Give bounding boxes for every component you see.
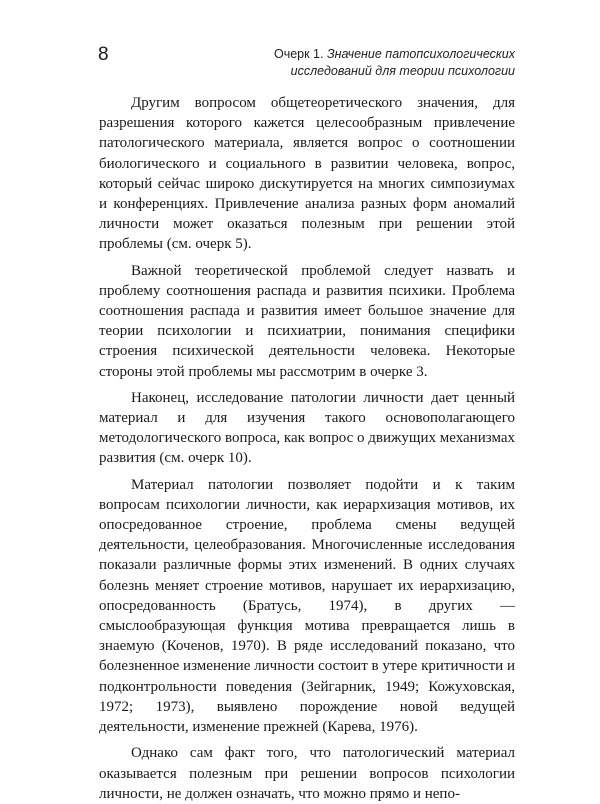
- page-body: [99, 93, 515, 804]
- paragraph-4: Материал патологии позволяет подойти и к таким вопросам психологии личности, как иерархизация мотивов, их опосредованное строение, проблема смены ведущей деятельности, целеобразования. Многочисленные исследования показали различные формы этих изменений. В одних случаях болезнь меняет строение мотивов, нарушает их иерархизацию, опосредованность (Братусь, 1974), в других — смыслообразующая функция мотива превращается лишь в знаемую (Коченов, 1970). В ряде исследований показано, что болезненное изменение личности состоит в утере критичности и подконтрольности поведения (Зейгарник, 1949; Кожуховская, 1972; 1973), выявлено порождение новой ведущей деятельности, изменение прежней (Карева, 1976).: [99, 476, 515, 736]
- chapter-title-line1: Значение патопсихологических: [326, 47, 515, 61]
- chapter-title-line2: исследований для теории психологии: [290, 64, 515, 78]
- running-head: [98, 14, 515, 84]
- chapter-heading: [274, 46, 515, 80]
- page-number: 8: [98, 44, 109, 65]
- paragraph-2: Важной теоретической проблемой следует назвать и проблему соотношения распада и развития психики. Проблема соотношения распада и развития имеет большое значение для теории психологии и психиатрии, понимания специфики строения психической деятельности человека. Некоторые стороны этой проблемы мы рассмотрим в очерке 3.: [99, 262, 515, 380]
- paragraph-1: Другим вопросом общетеоретического значения, для разрешения которого кажется целесообразным привлечение патологического материала, является вопрос о соотношении биологического и социального в развитии человека, вопрос, который сейчас широко дискутируется на многих симпозиумах и конференциях. Привлечение анализа разных форм аномалий личности может оказаться полезным при решении этой проблемы (см. очерк 5).: [99, 95, 515, 253]
- paragraph-5: Однако сам факт того, что патологический материал оказывается полезным при решении вопросов психологии личности, не должен означать, что можно прямо и непо-: [99, 745, 515, 802]
- paragraph-3: Наконец, исследование патологии личности дает ценный материал и для изучения такого основополагающего методологического вопроса, как вопрос о движущих механизмах развития (см. очерк 10).: [99, 389, 515, 467]
- chapter-label: Очерк 1.: [273, 47, 324, 61]
